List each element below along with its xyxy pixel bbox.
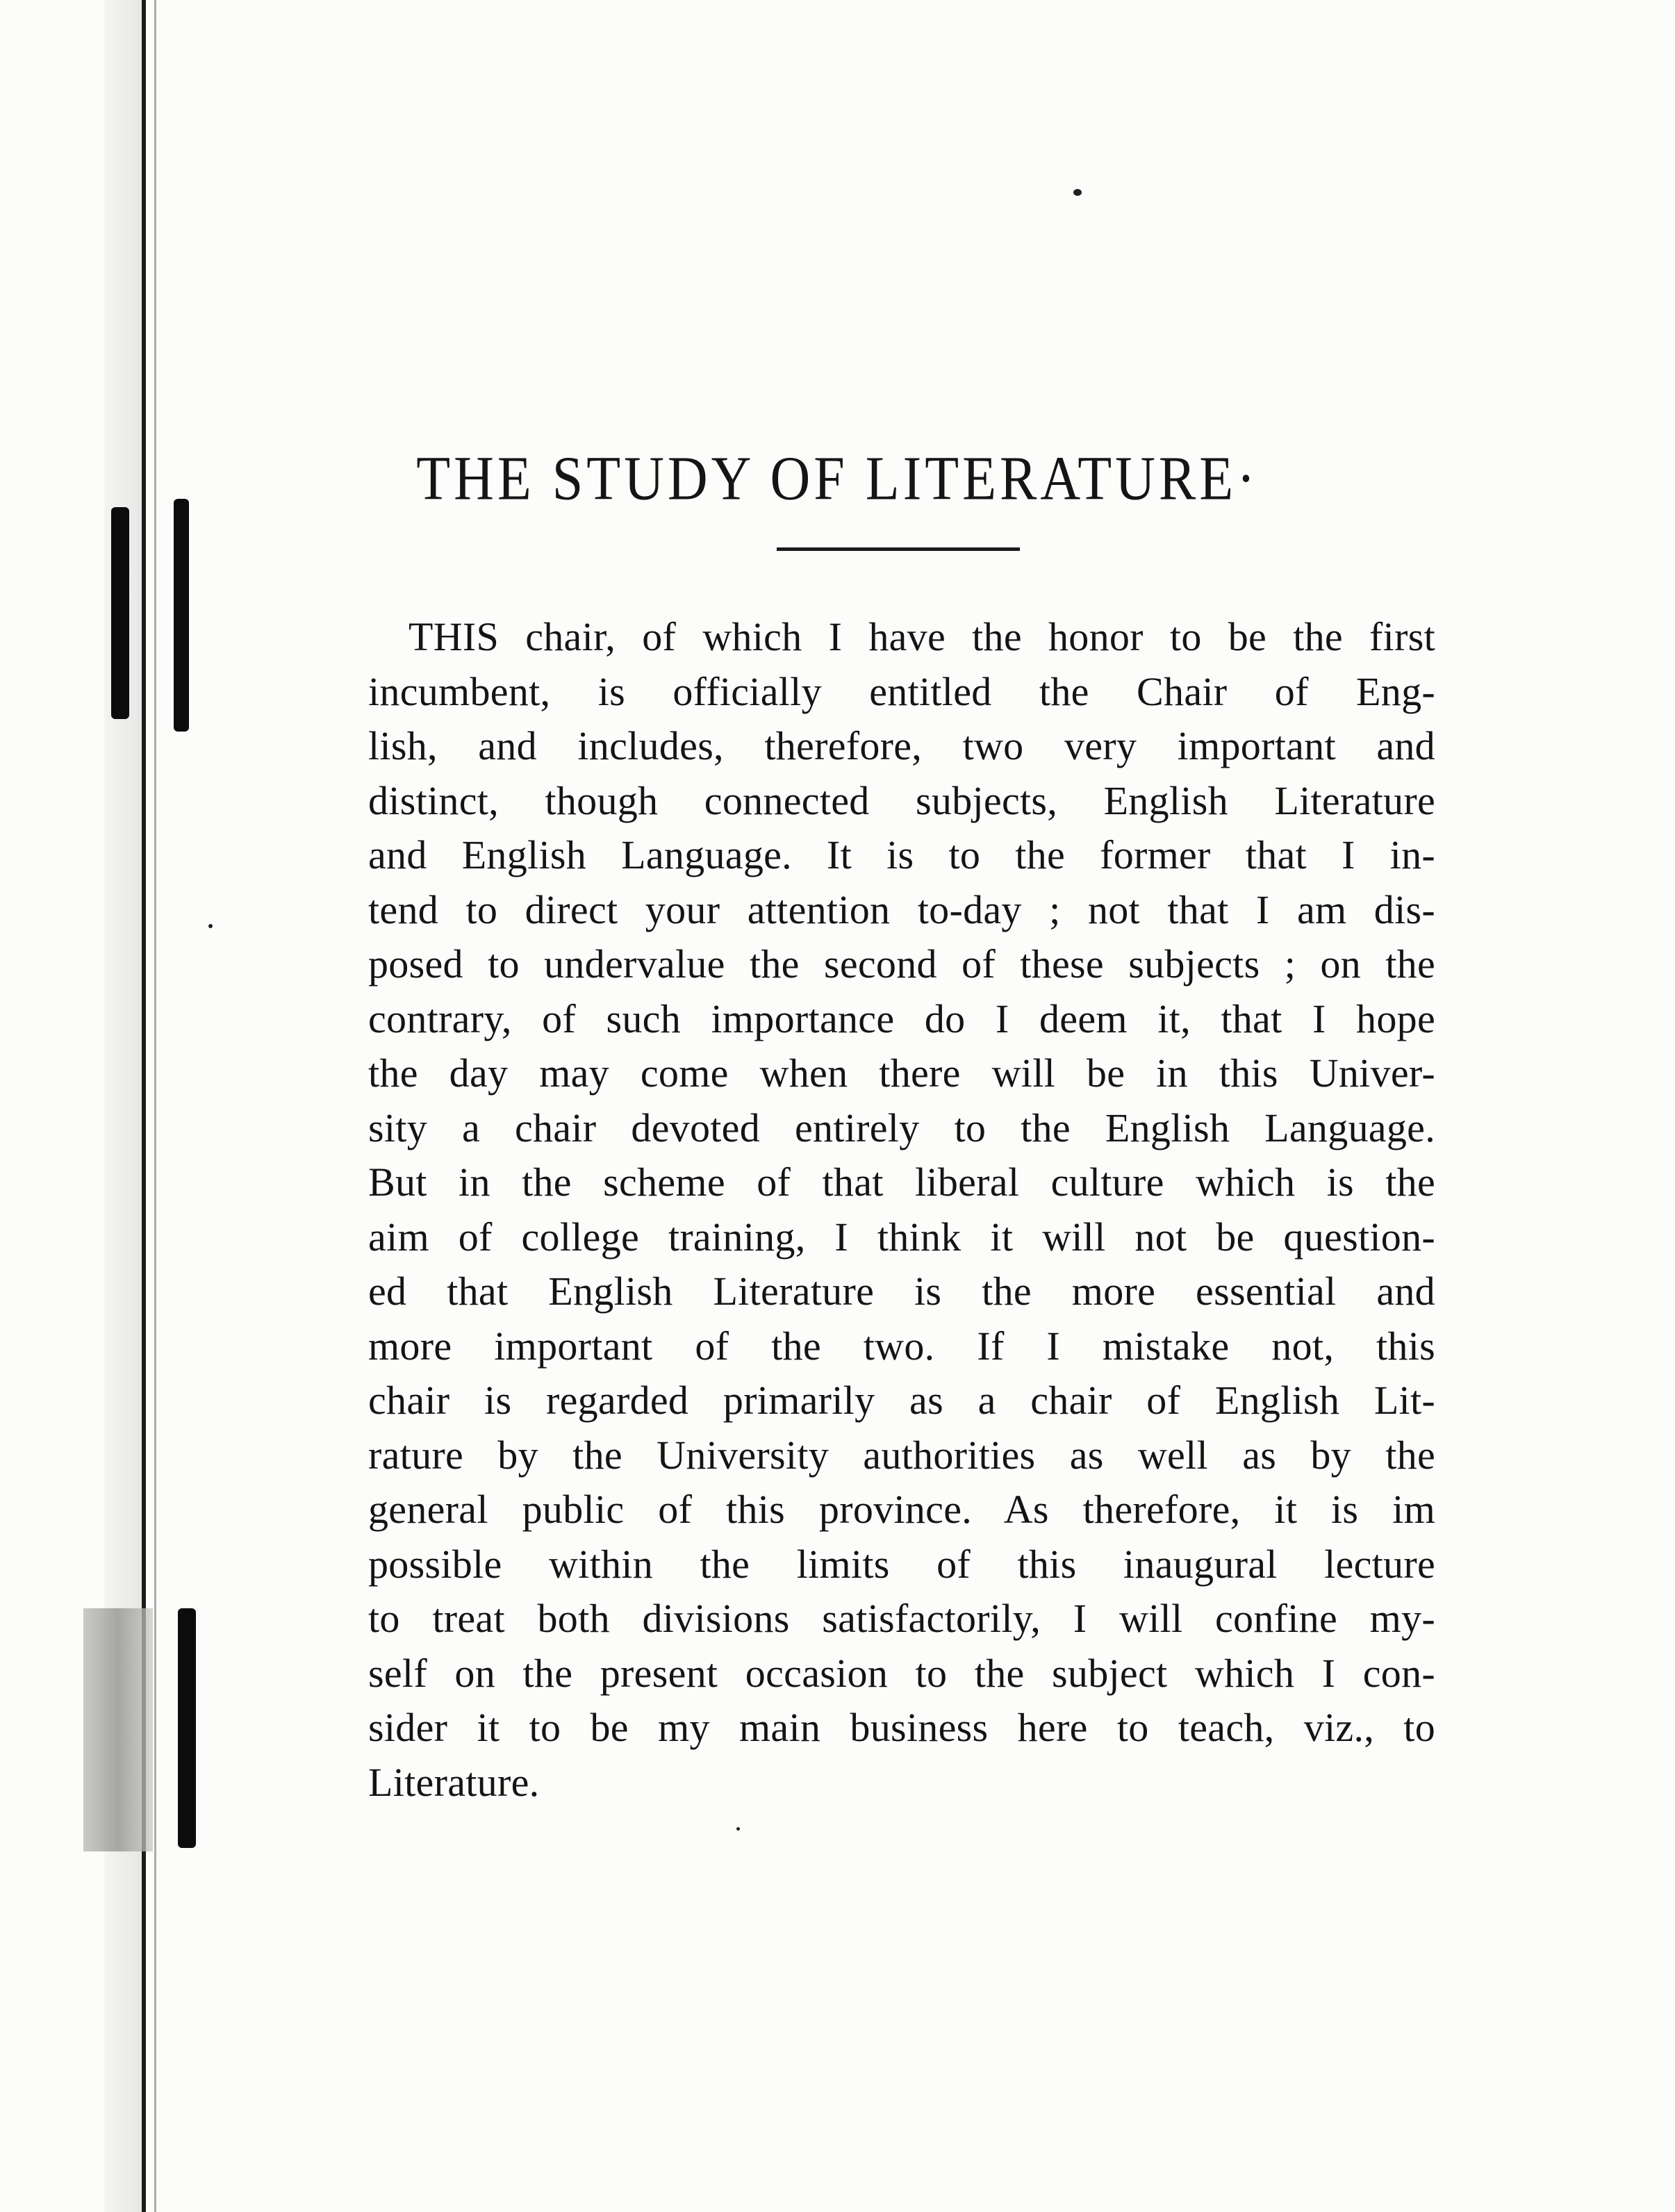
paragraph-line: contrary, of such importance do I deem it, that I hope xyxy=(368,996,1435,1041)
paragraph-line: to treat both divisions satisfactorily, I will confine my- xyxy=(368,1596,1435,1641)
ink-speck xyxy=(1073,189,1082,196)
binding-mark-upper-right xyxy=(174,499,189,732)
title-rule xyxy=(777,547,1020,551)
paragraph-line: aim of college training, I think it will not be question- xyxy=(368,1214,1435,1260)
paragraph-line: more important of the two. If I mistake not, this xyxy=(368,1323,1435,1369)
page-title: THE STUDY OF LITERATURE· xyxy=(416,444,1259,513)
body-paragraph xyxy=(368,610,1435,1810)
ink-speck xyxy=(208,924,213,928)
paragraph-line: Literature. xyxy=(368,1759,540,1805)
paragraph-line: ed that English Literature is the more essential and xyxy=(368,1269,1435,1314)
paragraph-line: tend to direct your attention to-day ; not that I am dis- xyxy=(368,886,1435,932)
binding-gutter-line xyxy=(142,0,146,2212)
paragraph-line: the day may come when there will be in this Univer- xyxy=(368,1050,1435,1096)
binding-mark-lower xyxy=(178,1608,196,1848)
paragraph-line: sider it to be my main business here to teach, viz., to xyxy=(368,1705,1435,1750)
paragraph-line: rature by the University authorities as well as by the xyxy=(368,1432,1435,1478)
paragraph-line: incumbent, is officially entitled the Chair of Eng- xyxy=(368,668,1435,714)
paragraph-line: possible within the limits of this inaugural lecture xyxy=(368,1541,1435,1587)
binding-gutter-line-faint xyxy=(154,0,156,2212)
paragraph-line: general public of this province. As therefore, it is im xyxy=(368,1487,1435,1532)
binding-gutter-shade xyxy=(104,0,146,2212)
paragraph-line: self on the present occasion to the subject which I con- xyxy=(368,1650,1435,1696)
ink-speck xyxy=(736,1827,740,1831)
paragraph-line: lish, and includes, therefore, two very important and xyxy=(368,723,1435,768)
paragraph-line: and English Language. It is to the former that I in- xyxy=(368,832,1435,877)
paragraph-line: But in the scheme of that liberal culture which is the xyxy=(368,1159,1435,1205)
paragraph-line: distinct, though connected subjects, English Literature xyxy=(368,777,1435,823)
paragraph-line: posed to undervalue the second of these subjects ; on the xyxy=(368,941,1435,987)
binding-tape-shade xyxy=(83,1608,153,1851)
paragraph-line: chair is regarded primarily as a chair of English Lit- xyxy=(368,1378,1435,1423)
paragraph-line: sity a chair devoted entirely to the English Language. xyxy=(368,1105,1435,1150)
paragraph-line: THIS chair, of which I have the honor to be the first xyxy=(409,614,1435,659)
binding-mark-upper-left xyxy=(111,507,129,719)
